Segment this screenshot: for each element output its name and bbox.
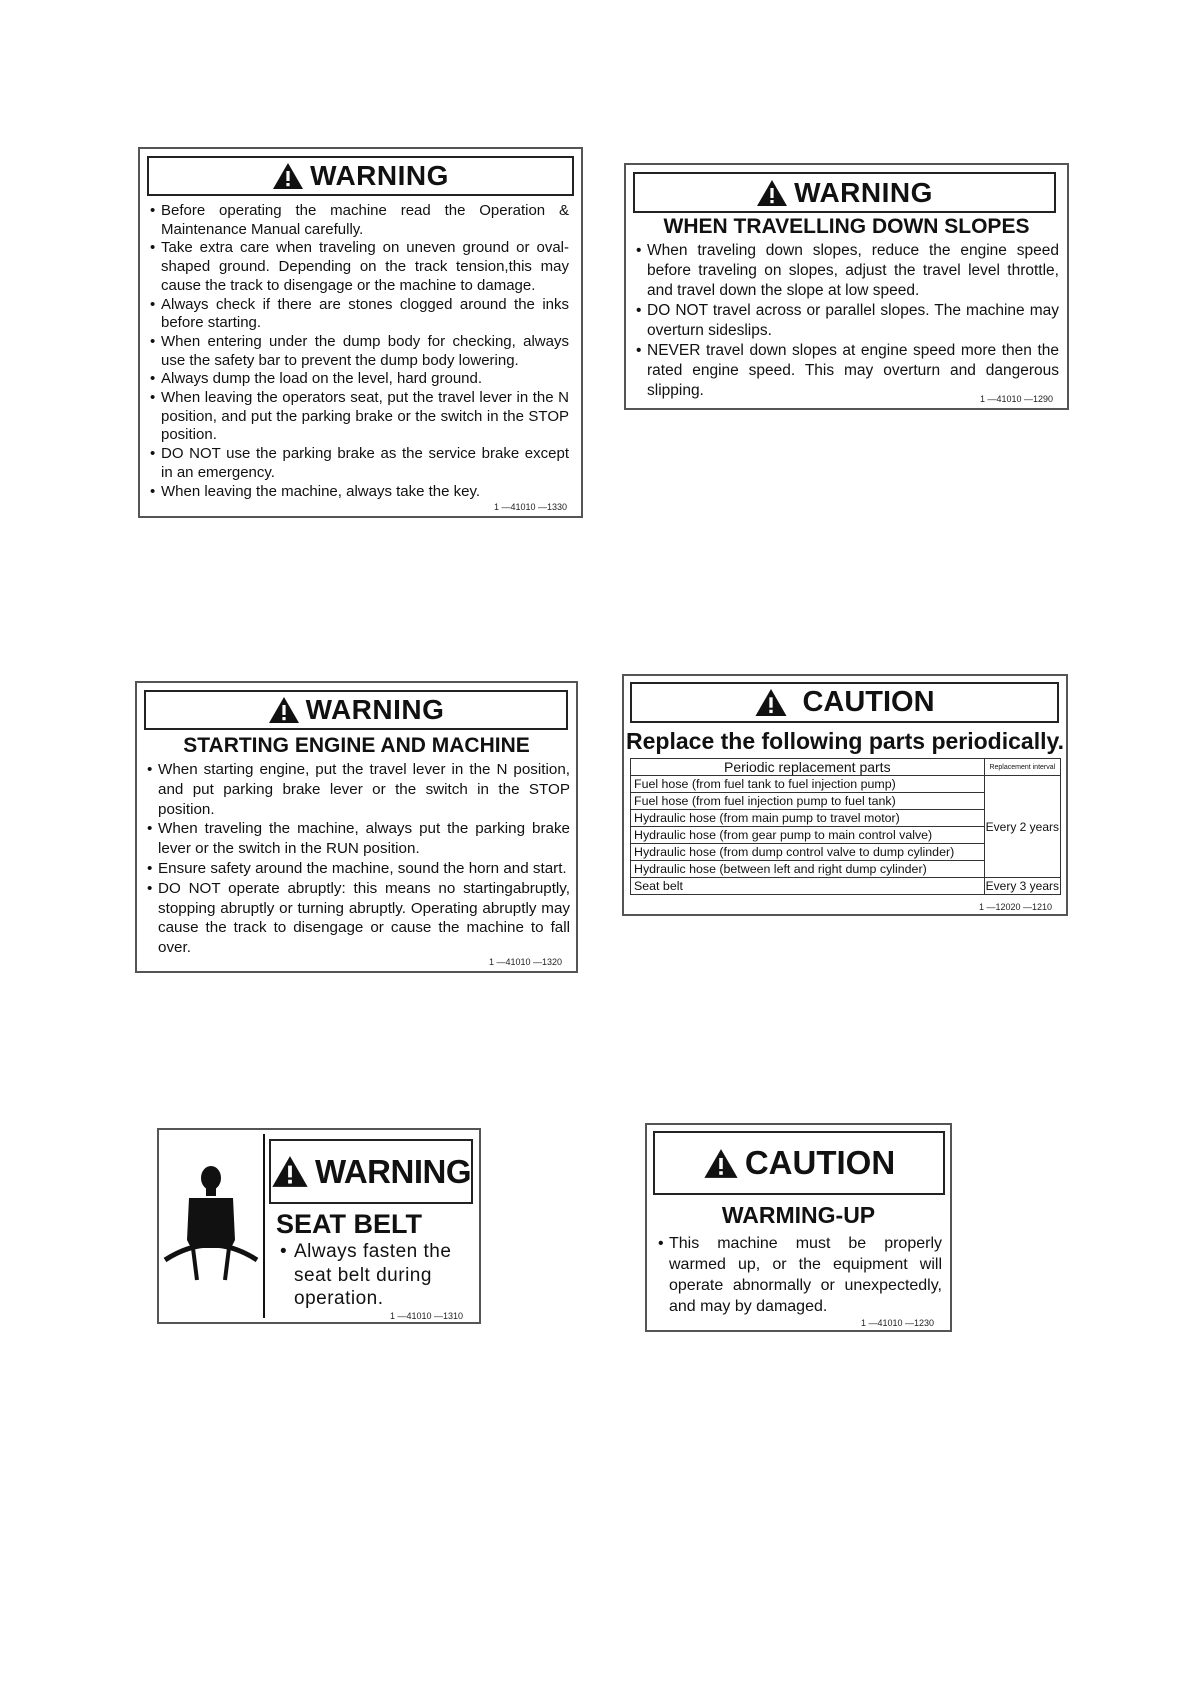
label-code: 1 —41010 —1290	[979, 394, 1053, 404]
list-item: • When entering under the dump body for checking, always use the safety bar to prevent the dump body lowering.	[149, 333, 569, 370]
warning-triangle-icon	[756, 179, 788, 207]
warning-subtitle: WHEN TRAVELLING DOWN SLOPES	[663, 215, 1030, 238]
replacement-table	[630, 758, 1061, 895]
label-code: 1 —41010 —1230	[860, 1318, 934, 1328]
list-item: • Always fasten the seat belt during operation.	[279, 1240, 469, 1311]
table-cell: Hydraulic hose (from gear pump to main control valve)	[631, 827, 985, 844]
warning-header	[269, 1139, 473, 1204]
label-code: 1 —41010 —1310	[389, 1311, 463, 1321]
table-cell: Hydraulic hose (from dump control valve to dump cylinder)	[631, 844, 985, 861]
warning-header	[633, 172, 1056, 213]
warning-list	[149, 202, 569, 501]
warning-list	[279, 1240, 469, 1311]
divider	[263, 1134, 265, 1318]
list-item: • DO NOT use the parking brake as the service brake except in an emergency.	[149, 445, 569, 482]
table-cell: Seat belt	[631, 878, 985, 895]
label-code: 1 —12020 —1210	[978, 902, 1052, 912]
list-item: • When leaving the machine, always take the key.	[149, 483, 569, 502]
label-code: 1 —41010 —1330	[493, 502, 567, 512]
column-header-parts: Periodic replacement parts	[631, 759, 985, 776]
list-item: • When leaving the operators seat, put the travel lever in the N position, and put the parking brake or the switch in the STOP position.	[149, 389, 569, 445]
table-cell: Fuel hose (from fuel tank to fuel injection pump)	[631, 776, 985, 793]
list-item: • Take extra care when traveling on uneven ground or oval-shaped ground. Depending on the track tension,this may cause the track to disengage or the machine to damage.	[149, 239, 569, 295]
warning-triangle-icon	[754, 688, 788, 717]
caution-label-warming-up	[645, 1123, 952, 1332]
table-cell: Hydraulic hose (between left and right dump cylinder)	[631, 861, 985, 878]
interval-cell: Every 2 years	[984, 776, 1060, 878]
table-header-row	[631, 759, 1061, 776]
column-header-interval: Replacement interval	[984, 759, 1060, 776]
table-row	[631, 878, 1061, 895]
list-item: • DO NOT travel across or parallel slopes. The machine may overturn sideslips.	[635, 301, 1059, 341]
warning-header	[144, 690, 568, 730]
list-item: • When traveling down slopes, reduce the engine speed before traveling on slopes, adjust the travel level throttle, and travel down the slope at low speed.	[635, 241, 1059, 301]
list-item: • DO NOT operate abruptly: this means no startingabruptly, stopping abruptly or turning abruptly. Operating abruptly may cause the track to disengage or cause the machine to fall over.	[146, 879, 570, 958]
caution-subtitle: Replace the following parts periodically.	[626, 728, 1064, 754]
warning-title: WARNING	[794, 176, 933, 208]
warning-triangle-icon	[268, 696, 300, 724]
label-code: 1 —41010 —1320	[488, 957, 562, 967]
list-item: • NEVER travel down slopes at engine speed more then the rated engine speed. This may overturn and dangerous slipping.	[635, 341, 1059, 401]
warning-list	[635, 241, 1059, 401]
warning-subtitle: STARTING ENGINE AND MACHINE	[183, 734, 530, 757]
list-item: • When starting engine, put the travel lever in the N position, and put parking brake lever or the switch in the STOP position.	[146, 760, 570, 819]
warning-list	[146, 760, 570, 958]
caution-label-replacement	[622, 674, 1068, 916]
table-cell: Hydraulic hose (from main pump to travel motor)	[631, 810, 985, 827]
warning-title: WARNING	[305, 694, 445, 725]
list-item: • This machine must be properly warmed up, or the equipment will operate abnormally or unexpectedly, and may by damaged.	[657, 1233, 942, 1317]
warning-label-starting	[135, 681, 578, 973]
warning-label-general	[138, 147, 583, 518]
caution-subtitle: WARMING-UP	[721, 1202, 876, 1228]
table-row	[631, 776, 1061, 793]
seated-person-seatbelt-icon	[159, 1130, 262, 1322]
warning-triangle-icon	[272, 162, 304, 190]
list-item: • Ensure safety around the machine, sound the horn and start.	[146, 859, 570, 879]
warning-label-slopes	[624, 163, 1069, 410]
warning-header	[147, 156, 574, 196]
caution-header	[653, 1131, 945, 1195]
list-item: • When traveling the machine, always put the parking brake lever or the switch in the RUN position.	[146, 819, 570, 859]
warning-label-seat-belt	[157, 1128, 481, 1324]
caution-header	[630, 682, 1059, 723]
warning-title: WARNING	[310, 160, 449, 191]
warning-triangle-icon	[271, 1155, 309, 1188]
list-item: • Always dump the load on the level, hard ground.	[149, 370, 569, 389]
warning-title: WARNING	[315, 1152, 471, 1190]
interval-cell: Every 3 years	[985, 879, 1059, 893]
warning-subtitle: SEAT BELT	[276, 1209, 422, 1239]
caution-title: CAUTION	[744, 1144, 896, 1181]
table-cell: Fuel hose (from fuel injection pump to fuel tank)	[631, 793, 985, 810]
list-item: • Always check if there are stones clogged around the inks before starting.	[149, 296, 569, 333]
caution-title: CAUTION	[802, 686, 935, 718]
list-item: • Before operating the machine read the Operation & Maintenance Manual carefully.	[149, 202, 569, 239]
caution-list	[657, 1233, 942, 1317]
warning-triangle-icon	[703, 1148, 739, 1179]
